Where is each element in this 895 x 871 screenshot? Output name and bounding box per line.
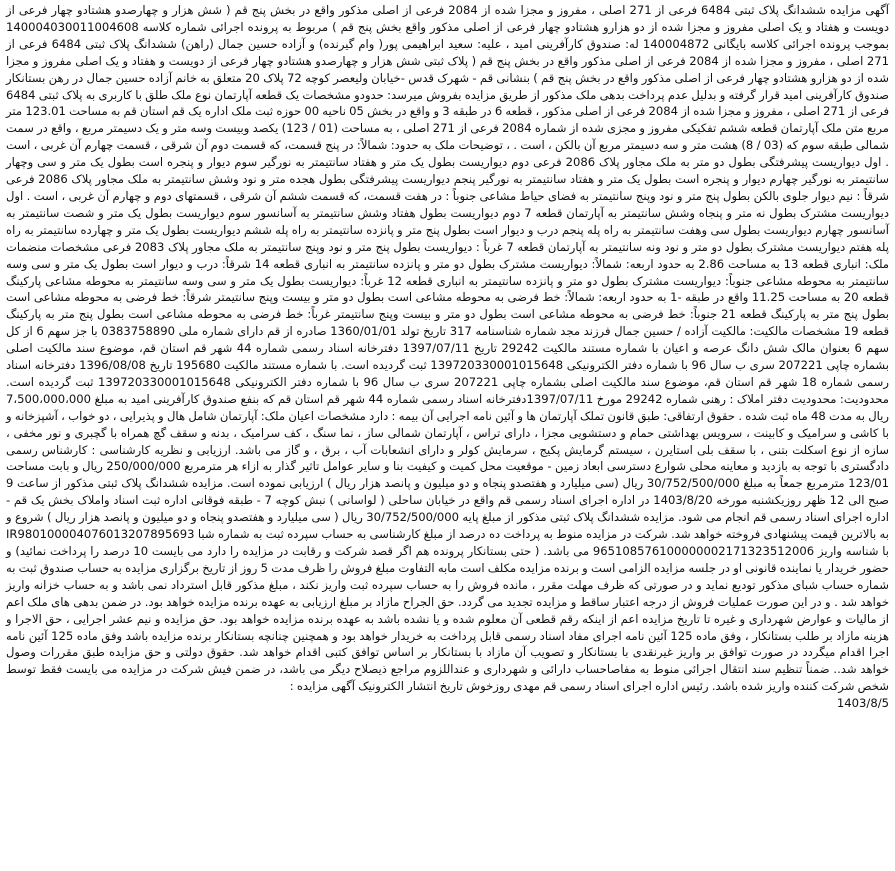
auction-notice-text: آگهی مزایده ششدانگ پلاک ثبتی 6484 فرعی از 271 اصلی ، مفروز و مجزا شده از 2084 فرعی از اصلی مذکور واقع در بخش پنج قم ( شش هزار و چهارصدو هشتادو چهار فرعی از دویست و هفتاد و یک اصلی مفروز و مجزا شده از دو هزارو هشتادو چهار فرعی از اصلی مذکور واقع بخش پنج قم ) مربوط به پرونده اجرائی شماره کلاسه 140004030011004608 بموجب پرونده اجرائی کلاسه بایگانی 140004872 له: صندوق کارآفرینی امید ، علیه: سعید ابراهیمی پور( وام گیرنده) و آزاده حسین جمال (راهن) ششدانگ پلاک ثبتی 6484 فرعی از 271 اصلی ، مفروز و مجزا شده از 2084 فرعی از اصلی مذکور واقع در بخش پنج قم ( پلاک ثبتی شش هزار و چهارصدو هشتادو چهار فرعی از دویست و هفتاد و یک اصلی مفروز و مجزا شده از دو هزارو هشتادو چهار فرعی از اصلی مذکور واقع در بخش پنج قم ) بنشانی قم - شهرک قدس -خیابان ولیعصر کوچه 72 پلاک 20 متعلق به خانم آزاده حسین جمال در رهن بستانکار صندوق کارآفرینی امید قرار گرفته و بدلیل عدم پرداخت بدهی ملک مذکور از طریق مزایده بفروش میرسد: حدودو مشخصات یک قطعه آپارتمان نوع ملک طلق با کاربری به پلاک ثبتی 6484 فرعی از 271 اصلی ، مفروز و مجزا شده از 2084 فرعی از اصلی مذکور ، قطعه 6 در طبقه 3 و واقع در بخش 05 ناحیه 00 حوزه ثبت ملک اداره یک قم استان قم به مساحت 123.01 متر مربع متن ملک آپارتمان قطعه ششم تفکیکی مفروز و مجزی شده از شماره 2084 فرعی از 271 اصلی ، به مساحت (01 / 123) یکصد وبیست وسه متر و یک دسیمتر مربع ، واقع در سمت شمالی طبقه سوم که (03 / 8) هشت متر و سه دسیمتر مربع آن بالکن ، است . ، توضیحات ملک به حدود: شمالاً: در پنج قسمت، که قسمت دوم آن شرقی ، قسمت چهارم آن غربی ، است . اول دیواریست پیشرفتگی بطول دو متر به ملک مجاور پلاک 2086 فرعی دوم دیواریست بطول یک متر و هفتاد سانتیمتر به نورگیر سوم دیوار و پنجره است بطول یک متر و سی وچهار سانتیمتر به نورگیر چهارم دیوار و پنجره است بطول یک متر و هفتاد سانتیمتر به نورگیر پنجم دیواریست پیشرفتگی بطول هجده متر و نود وشش سانتیمتر به ملک مجاور پلاک 2086 فرعی شرقاً : نیم دیوار جلوی بالکن بطول پنج متر و نود وپنج سانتیمتر به فضای حیاط مشاعی جنوباً : در هفت قسمت، که قسمت ششم آن شرقی ، قسمتهای دوم و چهارم آن غربی ، است . اول دیواریست مشترک بطول نه متر و پنجاه وشش سانتیمتر به آپارتمان قطعه 7 دوم دیواریست بطول هفتاد وشش سانتیمتر به آسانسور سوم دیواریست بطول یک متر و شصت سانتیمتر به آسانسور چهارم دیواریست بطول سی وهفت سانتیمتر به راه پله پنجم درب و دیوار است بطول پنج متر و پانزده سانتیمتر به راه پله ششم دیواریست بطول یک متر و چهارده سانتیمتر به راه پله هفتم دیواریست مشترک بطول دو متر و نود ونه سانتیمتر به آپارتمان قطعه 7 غرباً : دیواریست بطول پنج متر و نود وپنج سانتیمتر به ملک مجاور پلاک 2083 فرعی مشخصات منضمات ملک: انباری قطعه 13 به مساحت 2.86 به حدود اربعه: شمالاً: دیواریست مشترک بطول دو متر و پانزده سانتیمتر به انباری قطعه 14 شرقاً: درب و دیوار است بطول یک متر و سی وسه سانتیمتر به محوطه مشاعی جنوباً: دیواریست مشترک بطول دو متر و پانزده سانتیمتر به انباری قطعه 12 غرباً: دیواریست بطول یک متر و سی وسه سانتیمتر به محوطه مشاعی پارکینگ قطعه 20 به مساحت 11.25 واقع در طبقه -1 به حدود اربعه: شمالاً: خط فرضی به محوطه مشاعی است بطول دو متر و بیست وپنج سانتیمتر شرقاً: خط فرضی به محوطه مشاعی است بطول پنج متر به پارکینگ قطعه 21 جنوباً: خط فرضی به محوطه مشاعی است بطول دو متر و بیست وپنج سانتیمتر غرباً: خط فرضی به محوطه مشاعی است بطول پنج متر به پارکینگ قطعه 19 مشخصات مالکیت: مالکیت آزاده / حسین جمال فرزند مجد شماره شناسنامه 317 تاریخ تولد 1360/01/01 صادره از قم دارای شماره ملی 0383758890 با جز سهم 6 از کل سهم 6 بعنوان مالک شش دانگ عرصه و اعیان با شماره مستند مالکیت 29242 تاریخ 1397/07/11 دفترخانه اسناد رسمی شماره 44 شهر قم استان قم، موضوع سند مالکیت اصلی بشماره چاپی 207221 سری ب سال 96 با شماره دفتر الکترونیکی 139720330001015648 ثبت گردیده است. با شماره مستند مالکیت 195680 تاریخ 1396/08/08 دفترخانه اسناد رسمی شماره 18 شهر قم استان قم، موضوع سند مالکیت اصلی بشماره چاپی 207221 سری ب سال 96 با شماره دفتر الکترونیکی 139720330001015648 ثبت گردیده است. محدودیت: محدودیت دفتر املاک : رهنی شماره 29242 مورخ 1397/07/11دفترخانه اسناد رسمی شماره 44 شهر قم استان قم که بنفع صندوق کارآفرینی امید به مبلغ 7،500،000،000 ریال به مدت 48 ماه ثبت شده . حقوق ارتفاقی: طبق قانون تملک آپارتمان ها و آئین نامه اجرایی آن بیمه : دارد مشخصات اعیان ملک: آپارتمان شامل هال و پذیرایی ، دو خواب ، آشپزخانه و با کاشی و سرامیک و کابینت ، سرویس بهداشتی حمام و دستشویی مجزا ، دارای تراس ، آپارتمان شمالی ساز ، نما سنگ ، کف سرامیک ، بدنه و سقف گچ همراه با گچبری و نور مخفی ، سازه از نوع اسکلت بتنی ، با سقف بلی استایرن ، سیستم گرمایش پکیج ، سرمایش کولر و دارای انشعابات آب ، برق ، و گاز می باشد. ارزیابی و نظریه کارشناسی : کارشناس رسمی دادگستری با توجه به بازدید و معاینه محلی شوارع دسترسی ابعاد زمین - موقعیت محل کمیت و کیفیت بنا و سایر عوامل تاثیر گذار به ازاء هر مترمربع 250/000/000 ریال و بابت مساحت 123/01 مترمربع جمعاً به مبلغ 30/752/500/000 ریال (سی میلیارد و هفتصدو پنجاه و دو میلیون و پانصد هزار ریال ) ارزیابی نموده است. مزایده ششدانگ پلاک ثبتی مذکور از ساعت 9 صبح الی 12 ظهر روزیکشنبه مورخه 1403/8/20 در اداره اجرای اسناد رسمی قم واقع در خیابان ساحلی ( لواسانی ) نبش کوچه 7 - طبقه فوقانی اداره ثبت اسناد واملاک بخش یک قم - اداره اجرای اسناد رسمی قم انجام می شود. مزایده ششدانگ پلاک ثبتی مذکور از مبلغ پایه 30/752/500/000 ریال ( سی میلیارد و هفتصدو پنجاه و دو میلیون و پانصد هزار ریال ) شروع و به بالاترین قیمت پیشنهادی فروخته خواهد شد. شرکت در مزایده منوط به پرداخت ده درصد از مبلغ کارشناسی به حساب سپرده ثبت به شماره شبا IR980100004076013207895693 با شناسه واریز 965108576100000002171323512006 می باشد. ( حتی بستانکار پرونده هم اگر قصد شرکت و رقابت در مزایده را دارد می بایست 10 درصد را پرداخت نمائید) و حضور خریدار یا نماینده قانونی او در جلسه مزایده الزامی است و برنده مزایده مکلف است مابه التفاوت مبلغ فروش را ظرف مدت 5 روز از تاریخ برگزاری مزایده به حساب صندوق ثبت به شماره حساب شبای مذکور تودیع نماید و در صورتی که ظرف مهلت مقرر ، مانده فروش را به حساب سپرده ثبت واریز نکند ، مبلغ مذکور قابل استرداد نمی باشد و به حساب خزانه واریز خواهد شد . و در این صورت عملیات فروش از درجه اعتبار ساقط و مزایده تجدید می گردد. حق الجراح مازاد بر مبلغ ارزیابی به عهده برنده مزایده خواهد بود. در ضمن بدهی های ملک اعم از مالیات و عوارض شهرداری و غیره تا تاریخ مزایده اعم از اینکه رقم قطعی آن معلوم شده و یا نشده باشد به عهده برنده مزایده خواهد بود. حق مزایده و نیم عشر اجرایی ، حق الاجرا و هزینه مازاد بر طلب بستانکار ، وفق ماده 125 آئین نامه اجرای مفاد اسناد رسمی قابل پرداخت به خریدار خواهد بود و همچنین چنانچه بستانکار برنده مزایده باشد وفق ماده 125 آئین نامه اجرا اقدام میگردد در صورت توافق بر واریز غیرنقدی با بستانکار و تصویب آن مازاد با بستانکار بر اساس توافق کتبی اقدام خواهد شد. حقوق دولتی و حق مزایده طبق مقررات وصول خواهد شد.. ضمناً تنظیم سند انتقال اجرائی منوط به مفاصاحساب دارائی و شهرداری و عنداللزوم مراجع ذیصلاح دیگر می باشد، در ضمن فیش شرکت در مزایده می بایست فقط توسط شخص شرکت کننده واریز شده باشد. رئیس اداره اجرای اسناد رسمی قم مهدی روزخوش تاریخ انتشار الکترونیک آگهی مزایده : <box>6 3 890 694</box>
publish-date: 1403/8/5 <box>836 696 889 711</box>
